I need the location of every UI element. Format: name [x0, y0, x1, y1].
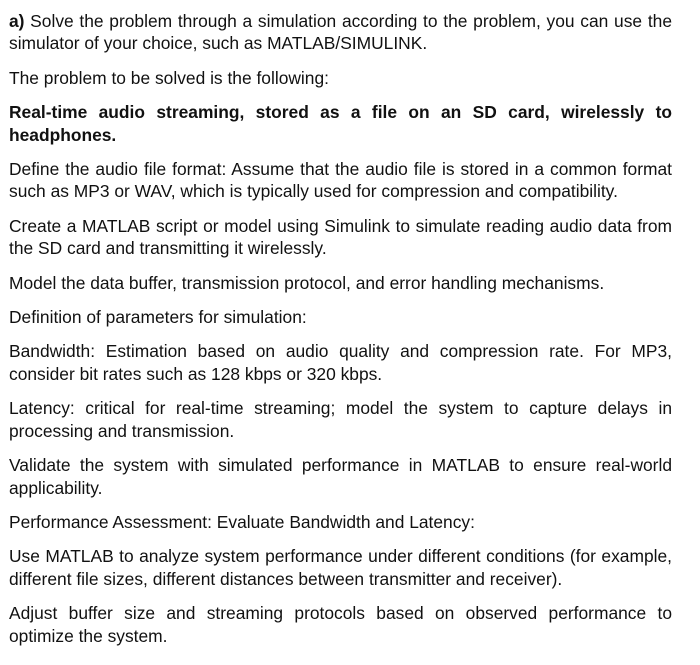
paragraph-parameters: Definition of parameters for simulation:: [9, 307, 307, 328]
paragraph-latency: Latency: critical for real-time streaming; model the system to capture delays in processing and transmission.: [9, 398, 672, 441]
paragraph-performance-assessment: Performance Assessment: Evaluate Bandwidth and Latency:: [9, 511, 475, 532]
paragraph-audio-format: Define the audio file format: Assume that the audio file is stored in a common format such as MP3 or WAV, which is typically used for compression and compatibility.: [9, 159, 672, 202]
problem-title: Real-time audio streaming, stored as a file on an SD card, wirelessly to headphones.: [9, 102, 672, 145]
paragraph-model-buffer: Model the data buffer, transmission protocol, and error handling mechanisms.: [9, 272, 605, 293]
paragraph-bandwidth: Bandwidth: Estimation based on audio quality and compression rate. For MP3, consider bit rates such as 128 kbps or 320 kbps.: [9, 341, 672, 384]
paragraph-matlab-script: Create a MATLAB script or model using Simulink to simulate reading audio data from the SD card and transmitting it wirelessly.: [9, 215, 672, 259]
paragraph-analyze-performance: Use MATLAB to analyze system performance under different conditions (for example, different file sizes, different distances between transmitter and receiver).: [9, 546, 672, 589]
paragraph-validate: Validate the system with simulated performance in MATLAB to ensure real-world applicability.: [9, 455, 672, 498]
task-label: a): [9, 11, 25, 31]
document-body: [9, 10, 672, 647]
task-intro: Solve the problem through a simulation according to the problem, you can use the simulator of your choice, such as MATLAB/SIMULINK.: [9, 11, 672, 54]
task-paragraph: [9, 10, 672, 55]
problem-intro: The problem to be solved is the following:: [9, 67, 329, 88]
paragraph-adjust-buffer: Adjust buffer size and streaming protocols based on observed performance to optimize the system.: [9, 603, 672, 646]
